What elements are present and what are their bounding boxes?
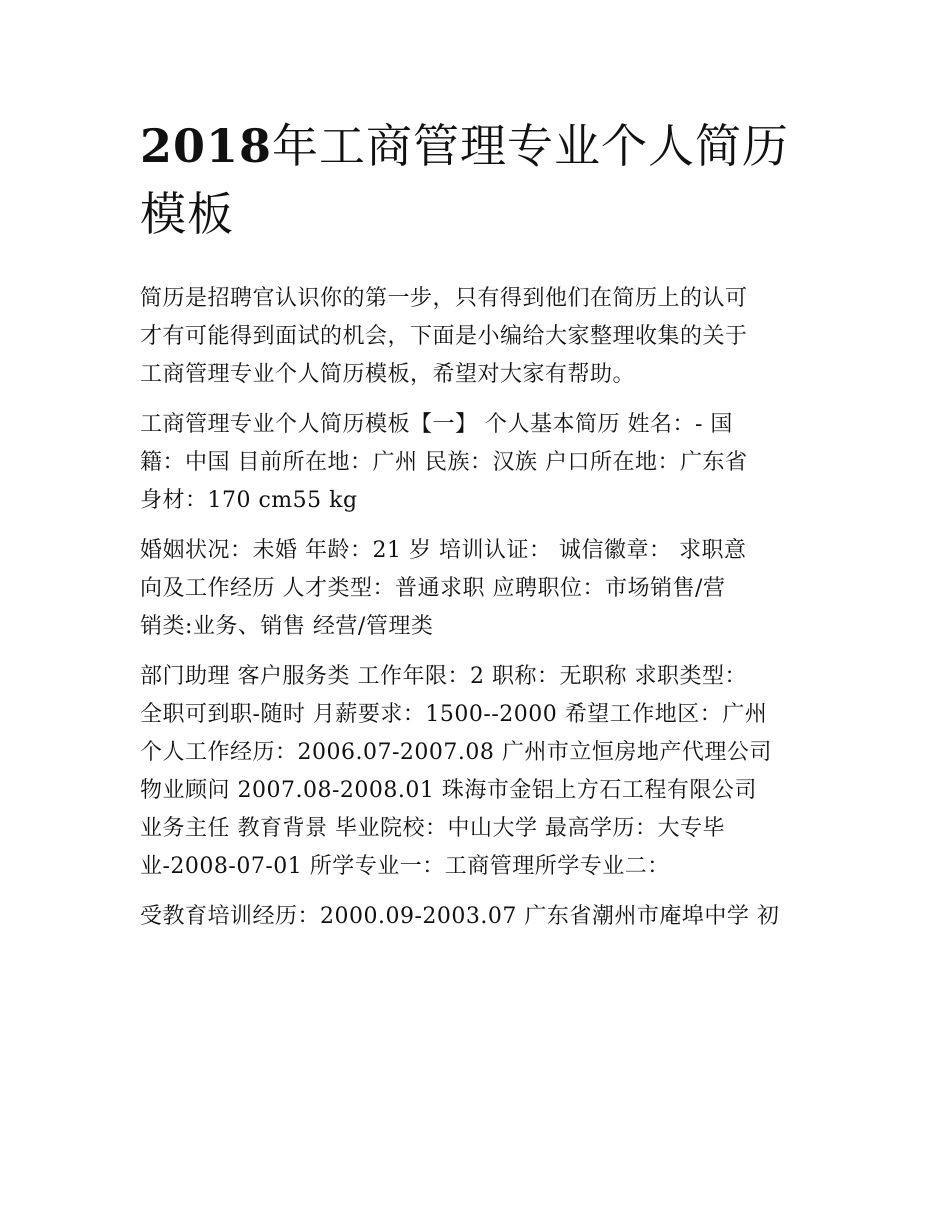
text-line: 工商管理专业个人简历模板【一】 个人基本简历 姓名：- 国 [140,412,733,437]
document-title [140,112,840,248]
paragraph-marital-job-intent [140,532,820,646]
text-line: 籍：中国 目前所在地：广州 民族：汉族 户口所在地：广东省 [140,450,748,475]
text-line: 业-2008-07-01 所学专业一：工商管理所学专业二： [140,854,670,879]
text-line: 婚姻状况：未婚 年龄：21 岁 培训认证： 诚信徽章： 求职意 [140,538,747,563]
paragraph-education [140,898,820,936]
paragraph-work-experience [140,658,820,886]
text-line: 向及工作经历 人才类型：普通求职 应聘职位：市场销售/营 [140,576,726,601]
text-line: 全职可到职-随时 月薪要求：1500--2000 希望工作地区：广州 [140,702,768,727]
text-line: 受教育培训经历：2000.09-2003.07 广东省潮州市庵埠中学 初 [140,904,780,929]
text-line: 业务主任 教育背景 毕业院校：中山大学 最高学历：大专毕 [140,816,725,841]
paragraph-intro [140,280,820,394]
text-line: 销类:业务、销售 经营/管理类 [140,614,434,639]
paragraph-basic-info [140,406,820,520]
text-line: 身材：170 cm55 kg [140,488,358,513]
title-line1: 年工商管理专业个人简历 [272,119,790,173]
text-line: 个人工作经历：2006.07-2007.08 广州市立恒房地产代理公司 [140,740,772,765]
text-line: 物业顾问 2007.08-2008.01 珠海市金铝上方石工程有限公司 [140,778,757,803]
text-line: 部门助理 客户服务类 工作年限：2 职称：无职称 求职类型： [140,664,747,689]
text-line: 简历是招聘官认识你的第一步，只有得到他们在简历上的认可 [140,286,748,311]
title-year: 2018 [140,119,273,173]
title-line2: 模板 [140,187,234,241]
text-line: 工商管理专业个人简历模板，希望对大家有帮助。 [140,362,636,387]
document-body [140,280,820,936]
text-line: 才有可能得到面试的机会，下面是小编给大家整理收集的关于 [140,324,748,349]
